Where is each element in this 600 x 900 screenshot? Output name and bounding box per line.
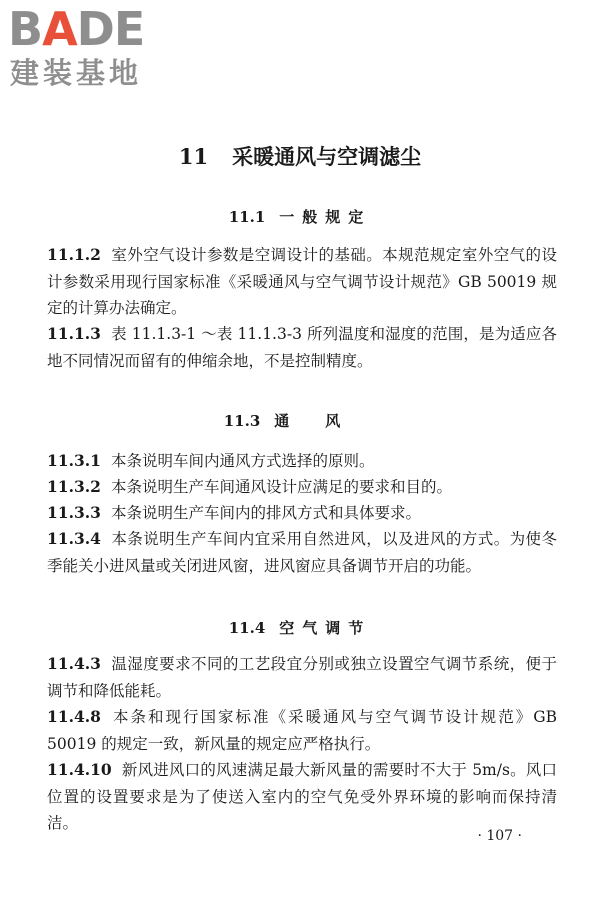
clause-text: 温湿度要求不同的工艺段宜分别或独立设置空气调节系统，便于调节和降低能耗。	[47, 655, 557, 700]
brand-logo	[8, 4, 188, 94]
clause-paragraph	[47, 757, 557, 837]
clause-paragraph	[47, 242, 557, 322]
section-name: 通风	[274, 412, 377, 430]
logo-wordmark: BADE	[8, 2, 145, 56]
clause-paragraph	[47, 474, 557, 501]
chapter-number: 11	[178, 144, 209, 169]
clause-text: 本条说明生产车间通风设计应满足的要求和目的。	[110, 478, 452, 496]
logo-subtitle: 建装基地	[10, 56, 143, 90]
clause-number: 11.4.10	[47, 760, 112, 779]
clause-paragraph	[47, 651, 557, 704]
clause-number: 11.3.1	[47, 451, 101, 470]
clause-text: 新风进风口的风速满足最大新风量的需要时不大于 5m/s。风口位置的设置要求是为了使送入室内的空气免受外界环境的影响而保持清洁。	[47, 761, 557, 832]
clause-paragraph	[47, 448, 557, 475]
clause-text: 室外空气设计参数是空调设计的基础。本规范规定室外空气的设计参数采用现行国家标准《采暖通风与空气调节设计规范》GB 50019 规定的计算办法确定。	[47, 246, 557, 317]
section-number: 11.4	[228, 619, 266, 637]
section-number: 11.3	[223, 412, 261, 430]
page-number: · 107 ·	[477, 828, 522, 844]
section-heading	[0, 411, 600, 431]
logo-accent-letter: A	[42, 2, 77, 56]
section-name: 一般规定	[279, 208, 372, 226]
chapter-title	[0, 143, 600, 171]
chapter-name: 采暖通风与空调滤尘	[232, 144, 422, 169]
clause-number: 11.3.2	[47, 477, 101, 496]
clause-text: 本条说明生产车间内宜采用自然进风，以及进风的方式。为使冬季能关小进风量或关闭进风窗，进风窗应具备调节开启的功能。	[47, 530, 557, 575]
clause-paragraph	[47, 321, 557, 374]
clause-number: 11.3.3	[47, 503, 101, 522]
clause-number: 11.3.4	[47, 529, 101, 548]
clause-paragraph	[47, 526, 557, 579]
clause-text: 本条说明车间内通风方式选择的原则。	[110, 452, 375, 470]
section-heading	[0, 618, 600, 638]
clause-number: 11.4.8	[47, 707, 101, 726]
clause-text: 本条说明生产车间内的排风方式和具体要求。	[110, 504, 421, 522]
clause-number: 11.1.3	[47, 324, 101, 343]
clause-paragraph	[47, 500, 557, 527]
section-number: 11.1	[228, 208, 266, 226]
clause-text: 表 11.1.3-1 ～表 11.1.3-3 所列温度和湿度的范围，是为适应各地不同情况而留有的伸缩余地，不是控制精度。	[47, 325, 557, 370]
section-heading	[0, 207, 600, 227]
clause-text: 本条和现行国家标准《采暖通风与空气调节设计规范》GB 50019 的规定一致，新风量的规定应严格执行。	[47, 708, 557, 753]
clause-number: 11.4.3	[47, 654, 101, 673]
clause-paragraph	[47, 704, 557, 757]
section-name: 空气调节	[279, 619, 372, 637]
clause-number: 11.1.2	[47, 245, 101, 264]
